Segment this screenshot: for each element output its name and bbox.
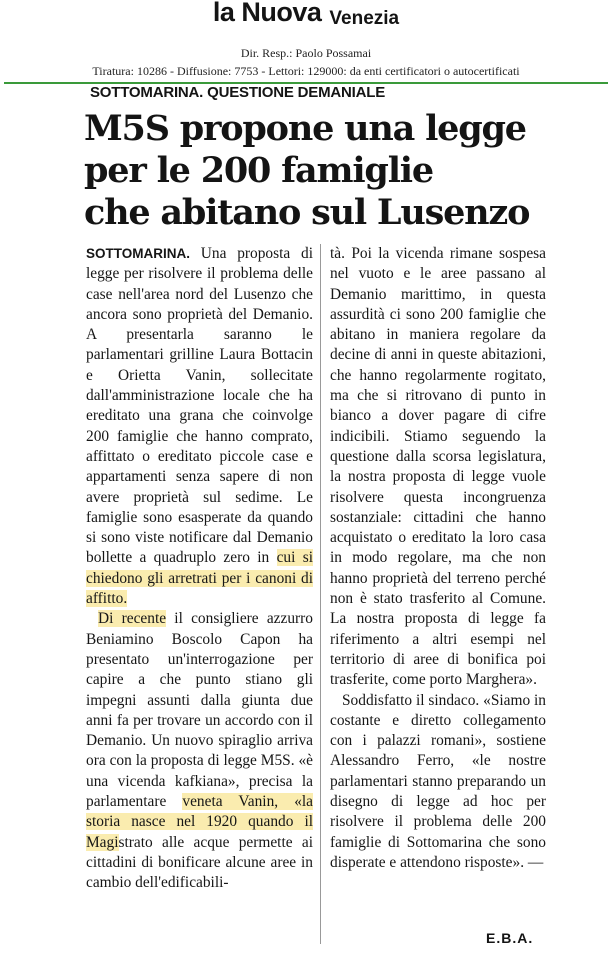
highlighted-text: Di recente xyxy=(98,610,167,628)
newspaper-edition: Venezia xyxy=(329,8,400,29)
paragraph-text: il consigliere azzurro Beniamino Boscolo Capon ha presentato un'interrogazione per capire a che punto stiano gli impegni assunti dalla giunta due anni fa per trovare un accordo con il Demanio. Un nuovo spiraglio arriva ora con la proposta di legge M5S. «è una vicenda kafkiana», precisa la parlamentare xyxy=(86,610,313,811)
newspaper-name: la Nuova xyxy=(212,0,322,27)
paragraph: tà. Poi la vicenda rimane sospesa nel vuoto e le aree passano al Demanio marittimo, in questa assurdità ci sono 200 famiglie che abitano in maniera regolare da decine di anni in queste abitazioni, che hanno regolarmente rogitato, ma che si ritrovano di punto in bianco a dover pagare di cifre indicibili. Stiamo seguendo la questione dalla scorsa legislatura, la nostra proposta di legge vuole risolvere questa incongruenza sostanziale: cittadini che hanno acquistato o ereditato la loro casa in modo regolare, ma che non hanno proprietà del terreno perché non è stato trasferito al Comune. La nostra proposta di legge fa riferimento a altri esempi nel territorio di aree di bonifica poi trasferite, come porto Marghera». xyxy=(330,245,546,689)
headline-line-3: che abitano sul Lusenzo xyxy=(84,192,530,233)
headline-line-2: per le 200 famiglie xyxy=(84,150,433,191)
paragraph xyxy=(86,609,313,893)
masthead xyxy=(0,0,612,30)
circulation-line: Tiratura: 10286 - Diffusione: 7753 - Lettori: 129000: da enti certificatori o autocertificati xyxy=(92,64,520,78)
headline-line-1: M5S propone una legge xyxy=(84,108,526,149)
article-column-left xyxy=(86,244,313,894)
paragraph xyxy=(86,244,313,609)
highlighted-text: veneta Vanin, «la storia nasce nel 1920 quando il Magi xyxy=(86,793,313,851)
article-column-right xyxy=(330,244,546,873)
highlighted-text: cui si chiedono gli arretrati per i canoni di affitto. xyxy=(86,549,313,608)
paragraph-text: Una proposta di legge per risolvere il problema delle case nell'area nord del Lusenzo che ancora sono proprietà del Demanio. A presentarla saranno le parlamentari grilline Laura Bottacin e Orietta Vanin, sollecitate dall'amministrazione locale che ha ereditato una grana che coinvolge 200 famiglie che hanno comprato, affittato o ereditato piccole case e appartamenti senza sapere di non avere proprietà sul sedime. Le famiglie sono esasperate da quando si sono viste notificare dal Demanio bollette a quadruplo zero in xyxy=(86,245,313,567)
column-divider xyxy=(320,244,321,944)
article-kicker: SOTTOMARINA. QUESTIONE DEMANIALE xyxy=(90,84,385,101)
dateline: SOTTOMARINA. xyxy=(86,246,190,261)
paragraph-text: strato alle acque permette ai cittadini di bonificare alcune aree in cambio dell'edificabili- xyxy=(86,833,313,892)
director-line: Dir. Resp.: Paolo Possamai xyxy=(240,46,372,60)
paragraph: Soddisfatto il sindaco. «Siamo in costante e diretto collegamento con i palazzi romani», sostiene Alessandro Ferro, «le nostre parlamentari stanno preparando un disegno di legge ad hoc per risolvere il problema delle 200 famiglie di Sottomarina che sono disperate e attendono risposte». — xyxy=(330,691,546,871)
article-headline xyxy=(84,108,584,234)
author-signature: E.B.A. xyxy=(486,930,534,946)
